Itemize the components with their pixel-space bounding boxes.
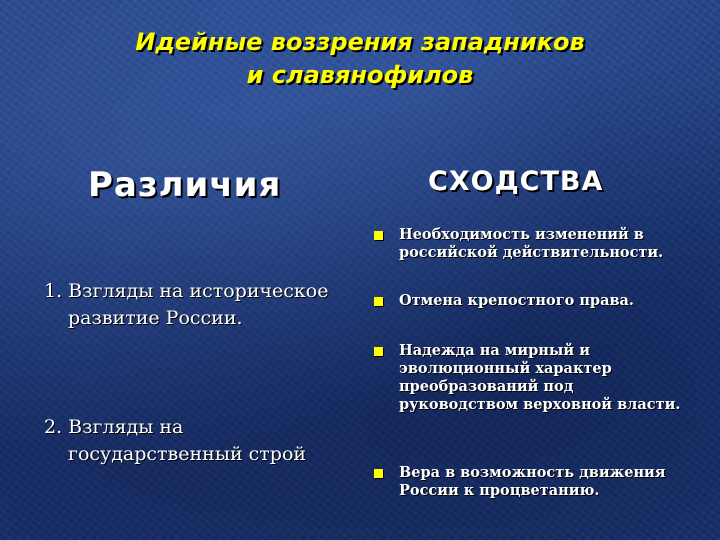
square-bullet-icon [374,297,383,306]
differences-item-line1: Взгляды на историческое [62,280,329,302]
differences-item-2 [44,414,364,468]
similarities-heading: СХОДСТВА [428,166,604,197]
differences-item-number: 2. [44,416,63,438]
differences-item-line1: Взгляды на [62,416,184,438]
similarities-item-text: Вера в возможность движения России к процветанию. [399,464,666,499]
similarities-item-4 [374,464,684,500]
differences-item-number: 1. [44,280,63,302]
similarities-item-text: Отмена крепостного права. [399,292,634,309]
differences-heading: Различия [88,165,282,205]
similarities-item-2 [374,292,684,310]
square-bullet-icon [374,347,383,356]
similarities-item-3 [374,342,684,414]
differences-item-line2: развитие России. [68,307,243,329]
slide-title-line1: Идейные воззрения западников [135,28,585,56]
similarities-item-text: Необходимость изменений в российской действительности. [399,226,664,261]
differences-item-line2: государственный строй [68,443,307,465]
slide-title-line2: и славянофилов [246,61,474,89]
square-bullet-icon [374,231,383,240]
differences-item-1 [44,278,364,332]
similarities-item-text: Надежда на мирный и эволюционный характер преобразований под руководством верховной власти. [399,342,681,413]
slide-title [0,26,720,92]
square-bullet-icon [374,469,383,478]
similarities-item-1 [374,226,684,262]
